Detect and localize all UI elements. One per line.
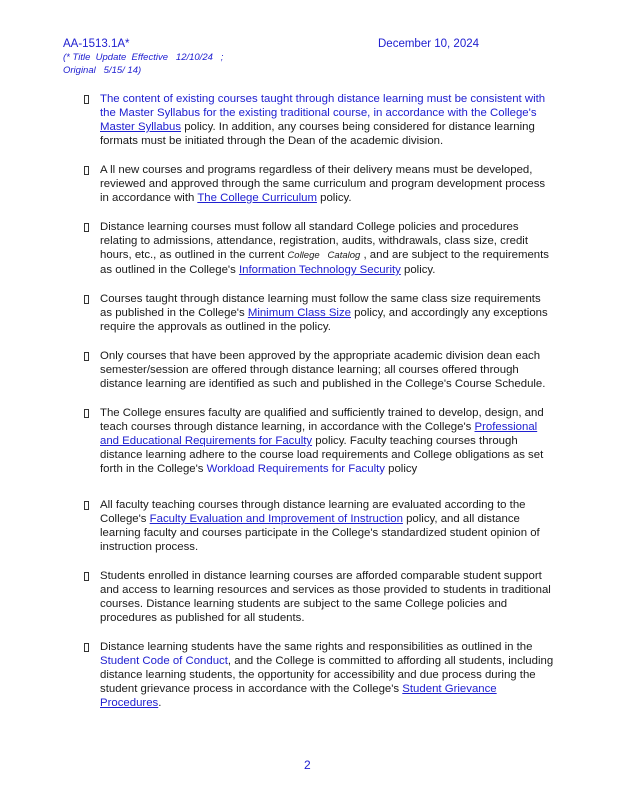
bullet-icon [84,223,89,232]
bullet-icon [84,572,89,581]
page-number: 2 [304,758,311,772]
item-text: . [158,697,162,709]
document-id: AA-1513.1A* [63,38,130,50]
item-text: , and the College is committed to affording all students, including distance learning students, the opportunity for accessibility and due process during the student grievance process in accordance with the College's [100,655,554,695]
list-item [84,640,554,710]
bullet-icon [84,409,89,418]
list-item [84,163,554,205]
college-curriculum-link[interactable]: The College Curriculum [197,192,317,204]
item-text: policy. [316,192,352,204]
bullet-icon [84,352,89,361]
faculty-evaluation-link[interactable]: Faculty Evaluation and Improvement of Instruction [149,513,403,525]
bullet-icon [84,95,89,104]
revision-note-line2: Original 5/15/ 14) [63,65,142,76]
list-item [84,349,554,391]
list-item [84,292,554,334]
bullet-icon [84,643,89,652]
document-date: December 10, 2024 [378,38,480,50]
list-item [84,569,554,625]
revision-note-line1: (* Title Update Effective 12/10/24 ; [63,52,224,63]
item-text: The College ensures faculty are qualified and sufficiently trained to develop, design, and teach courses through distance learning, in accordance with the College's [100,407,544,433]
policy-list [84,92,554,725]
item-text: Distance learning courses must follow all standard College policies and procedures relating to admissions, attendance, registration, audits, withdrawals, class size, credit hours, etc., as outlined in the current [100,221,528,261]
bullet-icon [84,295,89,304]
item-text: policy. Faculty teaching courses through distance learning adhere to the course load requirements and College obligations as set forth in the College's [100,435,544,475]
item-text: policy, and accordingly any exceptions require the approvals as outlined in the policy. [100,307,548,333]
student-grievance-link[interactable]: Student Grievance Procedures [100,683,497,709]
student-code-of-conduct-link[interactable]: Student Code of Conduct [100,655,228,667]
bullet-icon [84,501,89,510]
item-text: Only courses that have been approved by the appropriate academic division dean each semester/session are offered through distance learning; all courses offered through distance learning are identified as such and published in the College's Course Schedule. [100,350,546,390]
item-text: The content of existing courses taught through distance learning must be consistent with the Master Syllabus for the existing traditional course, in accordance with the College's [100,93,546,119]
item-text: Courses taught through distance learning must follow the same class size requirements as published in the College's [100,293,541,319]
item-text: policy. In addition, any courses being considered for distance learning formats must be initiated through the Dean of the academic division. [100,121,535,147]
workload-requirements-link[interactable]: Workload Requirements for Faculty [206,463,385,475]
college-catalog-title: College Catalog [287,250,361,261]
list-item [84,220,554,277]
item-text: policy. [400,264,436,276]
faculty-requirements-link[interactable]: Professional and Educational Requirements for Faculty [100,421,538,447]
list-item [84,498,554,554]
list-item [84,92,554,148]
minimum-class-size-link[interactable]: Minimum Class Size [247,307,351,319]
item-text: policy, and all distance learning faculty and courses participate in the College's standardized student opinion of instruction process. [100,513,540,553]
item-text: Students enrolled in distance learning courses are afforded comparable student support and access to learning resources and services as those provided to students in traditional courses. Distance learning students are subject to the same College policies and procedures as published for all students. [100,570,551,624]
item-text: , and are subject to the requirements as outlined in the College's [100,249,549,276]
revision-note [63,51,223,77]
item-text: policy [384,463,418,475]
list-item [84,406,554,476]
item-text: A ll new courses and programs regardless of their delivery means must be developed, reviewed and approved through the same curriculum and program development process in accordance with [100,164,546,204]
item-text: All faculty teaching courses through distance learning are evaluated according to the College's [100,499,526,525]
it-security-link[interactable]: Information Technology Security [238,264,401,276]
item-text: Distance learning students have the same rights and responsibilities as outlined in the [100,641,533,653]
master-syllabus-link[interactable]: Master Syllabus [100,121,182,133]
bullet-icon [84,166,89,175]
